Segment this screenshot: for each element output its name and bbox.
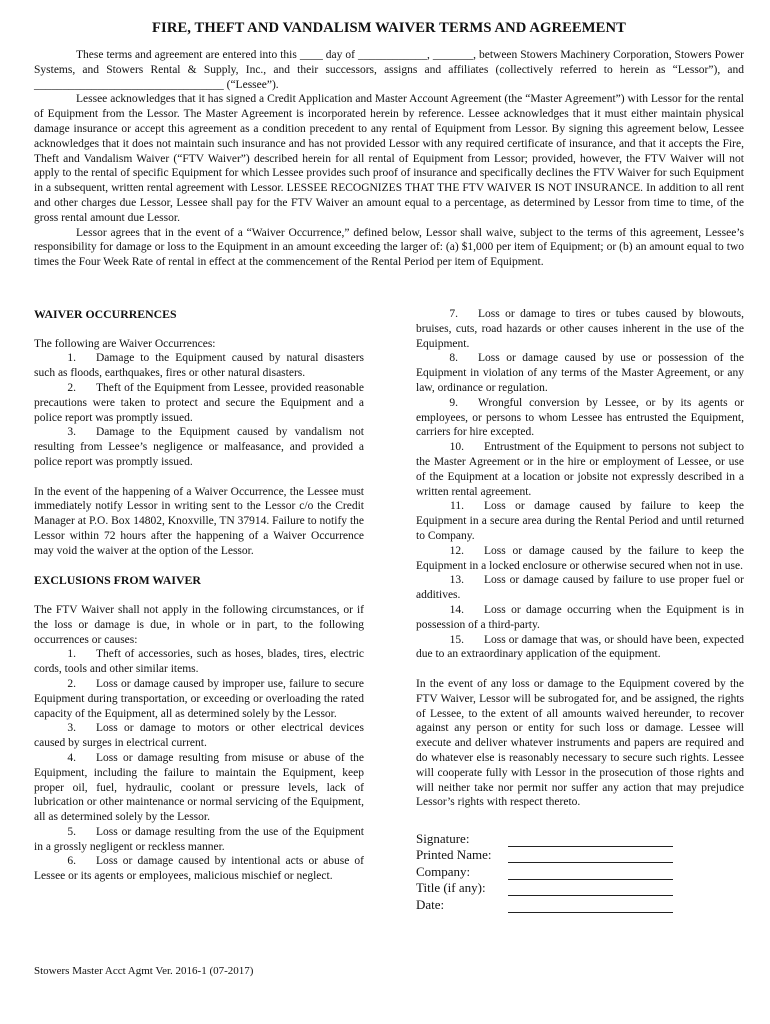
- title-field[interactable]: [508, 883, 673, 896]
- exclusion-item-7: 7. Loss or damage to tires or tubes caused by blowouts, bruises, cuts, road hazards or other causes inherent in the use of the Equipment.: [416, 308, 744, 350]
- intro-paragraph-1: These terms and agreement are entered into this ____ day of ____________, _______, between Stowers Machinery Corporation, Stowers Power Systems, and Stowers Rental & Supply, Inc., and their successors, assigns and affiliates (collectively referred to herein as “Lessor”), and _________________________________ (“Lessee”).: [34, 49, 744, 91]
- company-row: [416, 863, 744, 880]
- intro-paragraph-3: Lessor agrees that in the event of a “Waiver Occurrence,” defined below, Lessor shall waive, subject to the terms of this agreement, Lessee’s responsibility for damage or loss to the Equipment in an amount exceeding the larger of: (a) $1,000 per item of Equipment; or (b) an amount equal to two times the Four Week Rate of rental in effect at the commencement of the Rental Period per item of Equipment.: [34, 226, 744, 269]
- title-label: Title (if any):: [416, 880, 486, 896]
- exclusion-item-10: 10. Entrustment of the Equipment to persons not subject to the Master Agreement or in the hire or employment of Lessee, or use of the Equipment at a location or jobsite not expressly described in a written rental agreement.: [416, 441, 744, 498]
- signature-block: [416, 830, 744, 913]
- left-column: [34, 307, 364, 884]
- exclusion-item-8: 8. Loss or damage caused by use or possession of the Equipment in violation of any terms of the Master Agreement, or any law, ordinance or regulation.: [416, 352, 744, 394]
- document-page: [34, 20, 744, 912]
- waiver-item-2: 2. Theft of the Equipment from Lessee, provided reasonable precautions were taken to protect and secure the Equipment and a police report was promptly issued.: [34, 381, 364, 424]
- printed-name-label: Printed Name:: [416, 847, 492, 863]
- exclusions-heading: EXCLUSIONS FROM WAIVER: [34, 573, 201, 588]
- printed-name-row: [416, 847, 744, 864]
- signature-label: Signature:: [416, 830, 470, 846]
- exclusion-item-3: 3. Loss or damage to motors or other electrical devices caused by surges in electrical current.: [34, 722, 364, 750]
- exclusion-item-11: 11. Loss or damage caused by failure to keep the Equipment in a secure area during the Rental Period and until returned to Company.: [416, 500, 744, 542]
- waiver-occurrences-heading: WAIVER OCCURRENCES: [34, 307, 177, 321]
- signature-field[interactable]: [508, 834, 673, 847]
- waiver-item-1: 1. Damage to the Equipment caused by natural disasters such as floods, earthquakes, fires or other natural disasters.: [34, 352, 364, 380]
- exclusion-item-9: 9. Wrongful conversion by Lessee, or by its agents or employees, or persons to whom Lessee has entrusted the Equipment, carriers for hire excepted.: [416, 396, 744, 439]
- exclusion-item-15: 15. Loss or damage that was, or should have been, expected due to an extraordinary application of the equipment.: [416, 633, 744, 661]
- footer-version: Stowers Master Acct Agmt Ver. 2016-1 (07-2017): [34, 965, 254, 977]
- exclusion-item-6: 6. Loss or damage caused by intentional acts or abuse of Lessee or its agents or employees, malicious mischief or neglect.: [34, 855, 364, 883]
- exclusion-item-14: 14. Loss or damage occurring when the Equipment is in possession of a third-party.: [416, 603, 744, 631]
- company-label: Company:: [416, 863, 471, 879]
- intro-paragraph-2: Lessee acknowledges that it has signed a Credit Application and Master Account Agreement (the “Master Agreement”) with Lessor for the rental of Equipment from the Lessor. The Master Agreement is incorporated herein by reference. Lessee acknowledges that it must either maintain physical damage insurance or accept this agreement as a condition precedent to any rental of Equipment from Lessor. By signing this agreement below, Lessee acknowledges that it does not maintain such insurance and has not provided Lessor with any required certificate of insurance, and that it accepts the Fire, Theft and Vandalism Waiver (“FTV Waiver”) described herein for all rental of Equipment from Lessor; provided, however, the FTV Waiver will not apply to the rental of specific Equipment for which Lessee provides such proof of insurance and specifically declines the FTV Waiver for such Equipment in a subsequent, written rental agreement with Lessor. LESSEE RECOGNIZES THAT THE FTV WAIVER IS NOT INSURANCE. In addition to all rent and other charges due Lessor, Lessee shall pay for the FTV Waiver an amount equal to a percentage, as determined by Lessor from time to time, of the gross rental amount due Lessor.: [34, 93, 744, 224]
- exclusion-item-1: 1. Theft of accessories, such as hoses, blades, tires, electric cords, tools and other similar items.: [34, 648, 364, 676]
- title-row: [416, 880, 744, 897]
- exclusion-item-2: 2. Loss or damage caused by improper use, failure to secure Equipment during transportation, or exceeding or overloading the rated capacity of the Equipment, all as determined solely by the Lessor.: [34, 677, 364, 720]
- exclusion-item-12: 12. Loss or damage caused by the failure to keep the Equipment in a locked enclosure or otherwise secured when not in use.: [416, 544, 744, 572]
- waiver-item-3: 3. Damage to the Equipment caused by vandalism not resulting from Lessee’s negligence or malfeasance, and provided a police report was promptly issued.: [34, 426, 364, 468]
- waiver-occurrences-lead: The following are Waiver Occurrences:: [34, 337, 216, 350]
- date-row: [416, 896, 744, 913]
- exclusion-item-13: 13. Loss or damage caused by failure to use proper fuel or additives.: [416, 574, 744, 602]
- date-label: Date:: [416, 896, 445, 912]
- right-column: [416, 307, 744, 913]
- company-field[interactable]: [508, 867, 673, 880]
- exclusion-item-4: 4. Loss or damage resulting from misuse or abuse of the Equipment, including the failure to maintain the Equipment, keep proper oil, fuel, hydraulic, coolant or pressure levels, lack of lubrication or other maintenance or normal servicing of the Equipment, all as determined solely by the Lessor.: [34, 751, 364, 824]
- subrogation-paragraph: In the event of any loss or damage to the Equipment covered by the FTV Waiver, Lessor will be subrogated for, and be assigned, the rights of Lessee, to the extent of all amounts waived hereunder, to recover against any person or entity for such loss or damage. Lessee will execute and deliver whatever instruments and papers are required and do whatever else is reasonably necessary to secure such rights. Lessee will cooperate fully with Lessor in the prosecution of those rights and will neither take nor permit nor suffer any action that may prejudice Lessor’s rights with respect thereto.: [416, 677, 744, 809]
- exclusions-lead: The FTV Waiver shall not apply in the following circumstances, or if the loss or damage is due, in whole or in part, to the following occurrences or causes:: [34, 603, 364, 646]
- waiver-notice-paragraph: In the event of the happening of a Waiver Occurrence, the Lessee must immediately notify Lessor in writing sent to the Lessor c/o the Credit Manager at P.O. Box 14802, Knoxville, TN 37914. Failure to notify the Lessor within 72 hours after the happening of a Waiver Occurrence may void the waiver at the option of the Lessor.: [34, 485, 364, 557]
- document-title: FIRE, THEFT AND VANDALISM WAIVER TERMS AND AGREEMENT: [152, 20, 626, 36]
- printed-name-field[interactable]: [508, 850, 673, 863]
- date-field[interactable]: [508, 900, 673, 913]
- signature-row: [416, 830, 744, 847]
- exclusion-item-5: 5. Loss or damage resulting from the use of the Equipment in a grossly negligent or reckless manner.: [34, 825, 364, 853]
